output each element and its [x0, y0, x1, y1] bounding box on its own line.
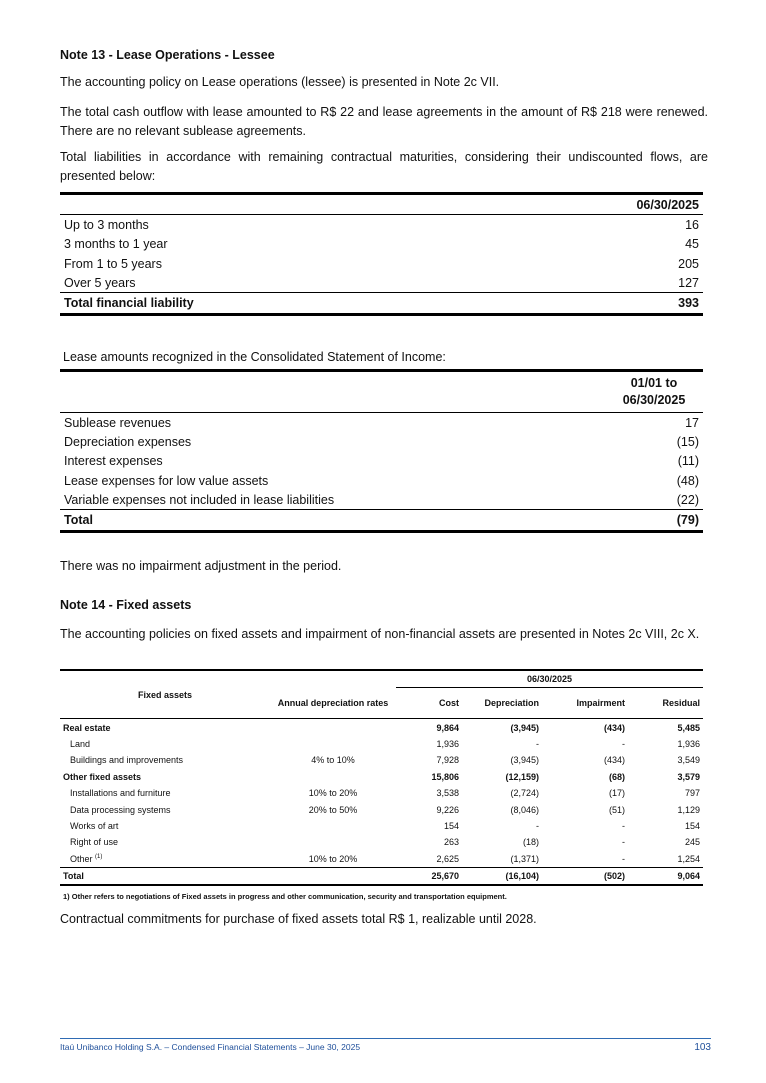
table-total-row — [60, 867, 703, 885]
row-residual: 797 — [684, 788, 700, 799]
table-row — [60, 736, 703, 752]
column-header-depreciation: Depreciation — [462, 688, 542, 719]
row-depreciation: (1,371) — [510, 853, 539, 864]
column-header-impairment: Impairment — [542, 688, 628, 719]
table-row — [60, 834, 703, 850]
note13-paragraph-impairment: There was no impairment adjustment in the period. — [60, 559, 342, 573]
row-impairment: (51) — [608, 804, 625, 815]
row-rate: 4% to 10% — [311, 755, 355, 766]
row-depreciation: (8,046) — [510, 804, 539, 815]
row-label: Interest expenses — [64, 454, 163, 469]
table-row — [60, 818, 703, 834]
table-row — [60, 413, 703, 433]
row-impairment: (434) — [603, 755, 625, 766]
footer-text: Itaú Unibanco Holding S.A. – Condensed Financial Statements – June 30, 2025 — [60, 1042, 361, 1052]
note13-title: Note 13 - Lease Operations - Lessee — [60, 48, 275, 62]
note14-paragraph-commitments: Contractual commitments for purchase of fixed assets total R$ 1, realizable until 2028. — [60, 912, 537, 926]
row-value: 45 — [685, 237, 699, 252]
row-depreciation: - — [536, 820, 539, 831]
table-row — [60, 785, 703, 801]
row-label: Other fixed assets — [63, 771, 142, 782]
table-header-row — [60, 194, 703, 215]
total-depreciation: (16,104) — [462, 867, 542, 885]
row-label: Installations and furniture — [70, 788, 171, 799]
page-number: 103 — [694, 1042, 711, 1053]
row-value: 17 — [685, 415, 699, 430]
total-impairment: (502) — [542, 867, 628, 885]
table-row — [60, 254, 703, 273]
row-rate: 10% to 20% — [308, 853, 358, 864]
row-rate — [270, 719, 396, 736]
column-header-line2: 06/30/2025 — [622, 393, 686, 407]
row-cost: 9,226 — [436, 804, 459, 815]
row-depreciation: (12,159) — [505, 771, 539, 782]
table-row — [60, 471, 703, 490]
row-cost: 15,806 — [431, 771, 459, 782]
column-header-cost: Cost — [396, 688, 462, 719]
total-label: Total financial liability — [60, 293, 485, 314]
footnote-row — [60, 885, 703, 904]
row-depreciation: (18) — [522, 837, 539, 848]
row-residual: 1,129 — [677, 804, 700, 815]
table-header-row — [60, 670, 703, 688]
row-cost: 263 — [443, 837, 459, 848]
row-rate — [270, 769, 396, 785]
table-total-row — [60, 510, 703, 531]
footer-divider — [60, 1038, 711, 1039]
row-value: (22) — [676, 492, 699, 507]
row-label: From 1 to 5 years — [64, 256, 162, 271]
lease-liabilities-table — [60, 192, 703, 316]
note13-paragraph-liabilities: Total liabilities in accordance with remaining contractual maturities, considering their undiscounted flows, are presented below: — [60, 150, 708, 183]
row-residual: 5,485 — [677, 722, 700, 733]
table-row — [60, 851, 703, 868]
row-label: Over 5 years — [64, 275, 136, 290]
row-cost: 7,928 — [436, 755, 459, 766]
row-rate: 20% to 50% — [308, 804, 358, 815]
row-label: Up to 3 months — [64, 217, 149, 232]
total-cost: 25,670 — [396, 867, 462, 885]
total-label: Total — [60, 867, 270, 885]
row-label: Data processing systems — [70, 804, 171, 815]
column-header-date: 06/30/2025 — [485, 194, 703, 215]
row-label: 3 months to 1 year — [64, 237, 168, 252]
row-rate: 10% to 20% — [308, 788, 358, 799]
row-label: Land — [70, 738, 91, 749]
row-value: (11) — [677, 454, 699, 469]
row-label: Variable expenses not included in lease liabilities — [64, 492, 335, 507]
row-depreciation: (3,945) — [510, 755, 539, 766]
row-impairment: - — [622, 837, 625, 848]
row-residual: 3,579 — [677, 771, 700, 782]
note14-paragraph-policy: The accounting policies on fixed assets and impairment of non-financial assets are presented in Notes 2c VIII, 2c X. — [60, 627, 700, 641]
row-residual: 1,254 — [677, 853, 700, 864]
table-header-row — [60, 371, 703, 413]
table-total-row — [60, 293, 703, 314]
row-label: Real estate — [63, 722, 111, 733]
row-value: 127 — [678, 275, 699, 290]
table-row — [60, 215, 703, 235]
footnote-marker: (1) — [95, 853, 103, 860]
row-depreciation: (3,945) — [510, 722, 539, 733]
table-row — [60, 490, 703, 510]
row-label-cell — [60, 851, 270, 868]
table-row — [60, 452, 703, 471]
column-header-fixed-assets: Fixed assets — [60, 670, 270, 719]
row-depreciation: (2,724) — [510, 788, 539, 799]
total-value: (79) — [605, 510, 703, 531]
row-residual: 3,549 — [677, 755, 700, 766]
table-row — [60, 235, 703, 254]
row-cost: 154 — [443, 820, 459, 831]
row-label: Other — [70, 853, 93, 864]
row-value: 16 — [685, 217, 699, 232]
row-cost: 3,538 — [436, 788, 459, 799]
row-impairment: (434) — [603, 722, 625, 733]
row-rate — [270, 736, 396, 752]
row-depreciation: - — [536, 738, 539, 749]
total-residual: 9,064 — [628, 867, 703, 885]
table-row — [60, 801, 703, 817]
total-value: 393 — [485, 293, 703, 314]
row-label: Works of art — [70, 820, 119, 831]
row-value: 205 — [678, 256, 699, 271]
column-header-line1: 01/01 to — [630, 376, 678, 390]
table-row — [60, 769, 703, 785]
row-cost: 2,625 — [436, 853, 459, 864]
table-row — [60, 752, 703, 768]
row-impairment: - — [622, 820, 625, 831]
table-footnote: 1) Other refers to negotiations of Fixed assets in progress and other communication, security and transportation equipment. — [63, 891, 507, 901]
row-cost: 9,864 — [436, 722, 459, 733]
row-value: (15) — [676, 434, 699, 449]
column-header-residual: Residual — [628, 688, 703, 719]
row-cost: 1,936 — [436, 738, 459, 749]
column-header-rates: Annual depreciation rates — [270, 688, 396, 719]
note13-paragraph-cash-outflow: The total cash outflow with lease amounted to R$ 22 and lease agreements in the amount of R$ 218 were renewed. There are no relevant sublease agreements. — [60, 105, 708, 138]
table-row — [60, 432, 703, 451]
column-header-period: 06/30/2025 — [396, 670, 703, 688]
row-rate — [270, 834, 396, 850]
lease-income-table — [60, 369, 703, 533]
row-label: Depreciation expenses — [64, 434, 192, 449]
table-row — [60, 719, 703, 736]
note13-paragraph-policy: The accounting policy on Lease operations (lessee) is presented in Note 2c VII. — [60, 75, 500, 89]
row-impairment: (17) — [608, 788, 625, 799]
total-label: Total — [60, 510, 605, 531]
fixed-assets-table — [60, 669, 703, 905]
row-label: Right of use — [70, 837, 119, 848]
row-impairment: (68) — [608, 771, 625, 782]
row-residual: 154 — [684, 820, 700, 831]
note14-title: Note 14 - Fixed assets — [60, 598, 192, 612]
row-impairment: - — [622, 738, 625, 749]
row-label: Sublease revenues — [64, 415, 172, 430]
column-header-period — [605, 371, 703, 413]
row-residual: 245 — [684, 837, 700, 848]
row-label: Buildings and improvements — [70, 755, 184, 766]
row-value: (48) — [676, 473, 699, 488]
row-impairment: - — [622, 853, 625, 864]
row-rate — [270, 818, 396, 834]
row-label: Lease expenses for low value assets — [64, 473, 269, 488]
table-row — [60, 273, 703, 293]
row-residual: 1,936 — [677, 738, 700, 749]
note13-paragraph-income: Lease amounts recognized in the Consolidated Statement of Income: — [63, 350, 446, 364]
